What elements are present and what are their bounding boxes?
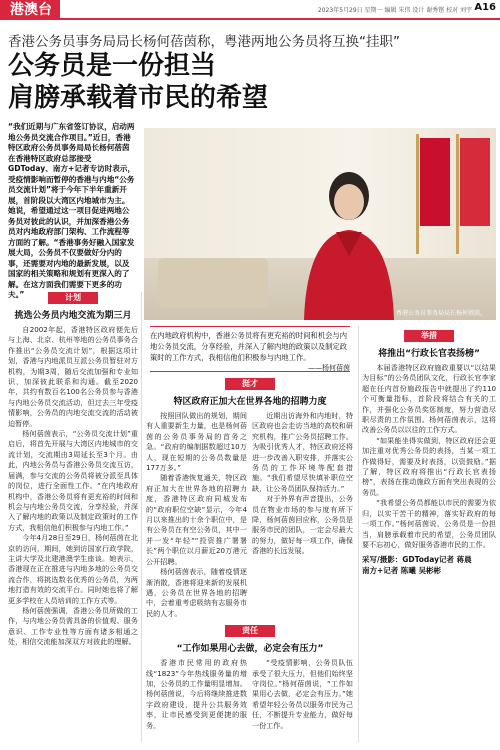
body-paragraph: 近期出访海外和内地时，特区政府也会走访当地的高校和研究机构，推广公务员招聘工作。为吸引优秀人才，特区政府还将进一步改善入职安排，并落实公务员的工作环境等配套措施。“我们希望尽快填补职位空缺，让公务员团队保持活力。”: [252, 411, 353, 493]
body-paragraph: 对于外界有声音提出，公务员在物业市场的参与度有所下降，杨何蓓茵回应称，公务员是服务市民的团队，一定会尽最大的努力，做好每一项工作，确保香港的长远发展。: [252, 494, 353, 556]
section-banner-measures: 举措: [404, 330, 454, 342]
pull-quote-text: 在内地政府机构中，香港公务员将有更充裕的时间和机会与内地公务员交流，分享经验，并深入了解内地的政策以及制定政策时的工作方式，我相信他们积极参与内地工作。: [150, 331, 348, 362]
photo-sofa: [158, 258, 268, 308]
portrait-photo: [144, 128, 496, 320]
author-credit: 采写/摄影：GDToday记者 蒋晨 南方+记者 陈曦 吴彬彬: [362, 555, 472, 576]
subhead-measures: 将推出“行政长官表扬榜”: [378, 349, 480, 359]
pull-quote-signature: ——杨何蓓茵: [308, 364, 350, 372]
body-paragraph: “如果能坐得实做到，特区政府还会更加注重对优秀公务员的表扬，当某一项工作做得好，需要及时表扬，以资鼓励。”据了解，特区政府将推出“行政长官表扬榜”，表扬在推动施政方面有突出表现的公务员。: [362, 435, 496, 497]
body-paragraph: 杨何蓓茵表示，“公务员交流计划”重启后，将首先开展与大湾区内地城市的交流计划，交流期由3周延长至3个月。由此，内地公务员与香港公务员交流互访，届满，参与交流的公务员将被分派至具体的岗位，进行全面性工作。“在内地政府机构中，香港公务员将有更充裕的时间和机会与内地公务员交流，分享经验，并深入了解内地的政策以及制定政策时的工作方式，我相信他们积极参与内地工作。”: [8, 429, 138, 532]
headline-sub: 香港公务员事务局局长杨何蓓茵称，粤港两地公务员将互换“挂职”: [8, 34, 400, 50]
section-label: 港澳台: [0, 0, 60, 20]
page-number: A16: [474, 2, 496, 13]
body-paragraph: “受疫情影响，公务员队伍承受了很大压力，但他们始终坚守岗位。”杨何蓓茵说，“工作如果用心去做，必定会有压力。”她希望年轻公务员以服务市民为己任，不断提升专业能力，做好每一份工作。: [252, 658, 353, 730]
body-paragraph: 按照回队做出的规划，期间有人重要新生力量，也是杨何蓓茵的公务员事务局的首务之急。“政府的编制据数超过10万人，现在短期的公务员数量是177万多。”: [146, 411, 247, 473]
subhead-talent: 特区政府正加大在世界各地的招聘力度: [173, 397, 327, 407]
regional-flag-icon: [460, 138, 490, 226]
body-paragraph: 本届香港特区政府施政重要以“以结果为目标”的公务员团队文化，行政长官李家超在任内首份施政报告中就提出了约110个可衡量指标，首阶段将结合有关的工作，并强化公务员奖惩制度，努力营造尽职尽责的工作氛围。杨何蓓茵表示，这将改善公务员以以往的工作方式。: [362, 363, 496, 435]
column-talent: [146, 378, 354, 731]
column-plan: [8, 292, 138, 648]
section-banner-duty: 责任: [225, 625, 275, 637]
page-header: [0, 0, 500, 20]
column-divider: [358, 326, 359, 742]
column-divider: [141, 292, 142, 742]
body-paragraph: 自2002年起，香港特区政府便先后与上海、北京、杭州等地的公务员事务合作推出“公务员交流计划”，根据这项计划，香港与内地派员互派公务员暂驻对方机构，为期3周，随后交流加强和专业知识，加深彼此联系和沟通。截至2020年，共约有数百名100名公务员参与香港与内地公务员交流活动，但过去三年受疫情影响，公务员的内地交流交流的活动被迫暂停。: [8, 325, 138, 428]
body-paragraph: “我希望公务员都能以市民的需要为依归，以实干苦干的精神，落实好政府的每一项工作。”杨何蓓茵说，公务员是一份担当，肩膀承载着市民的希望，公务员团队要不忘初心，做好服务香港市民的工作。: [362, 498, 496, 549]
photo-caption: 香港公务员事务局局长杨何蓓茵。: [395, 310, 486, 317]
subhead-duty: “工作如果用心去做，必定会有压力”: [176, 644, 324, 655]
flag-pole: [416, 134, 419, 254]
body-paragraph: 今年4月28日至29日，杨何蓓茵在北京的访问，期间，她到访国家行政学院，主讲大学及北建港澳学生座谈。她表示，香港现在正在推进与内地多地的公务员交流合作，将挑选数名优秀的公务员，为两地打造有效的交流平台。同时她也将了解更多学校在人员培训的工作方式等。: [8, 533, 138, 605]
lead-paragraph: “我们近期与广东省签订协议，启动两地公务员交流合作项目。”近日，香港特区政府公务员事务局局长杨何蓓茵在香港特区政府总部接受GDToday、南方+记者专访时表示，受疫情影响而暂停的香港与内地“公务员交流计划”将于今年下半年重新开展，首阶段以大湾区内地城市为主。她说，希望通过这一项目促进两地公务员对彼此的认识，并加深香港公务员对内地政府部门架构、工作流程等方面的了解。“香港事务好融入国家发展大局，公务员不仅要做好分内的事，还需要对内地的最新发展，以及国家的相关策略和规划有更深入的了解。在这方面我们需要下更多的功夫。”: [8, 122, 136, 299]
section-banner-plan: 计划: [48, 292, 98, 304]
section-banner-talent: 挺才: [225, 378, 275, 390]
talent-text-columns: [146, 411, 354, 619]
body-paragraph: 随着香港恢复通关，特区政府正加大在世界各地的招聘力度，香港特区政府同城发布的“政府职位空缺”显示，今年4月以来推出的十余个职位中，是有公务员在有空公务员，其中一并一发“年轻”“投资推广署署长”两个职位以月薪近20万港元公开招聘。: [146, 473, 247, 566]
body-paragraph: 杨何蓓茵表示，随着疫情逐渐消散，香港将迎来新的发展机遇，公务员在世界各地的招聘中，会着重考虑吸纳有志服务市民的人才。: [146, 567, 247, 618]
national-flag-icon: [420, 138, 450, 226]
column-measures: [362, 330, 496, 576]
person-figure: [294, 158, 404, 320]
flag-pole-2: [456, 134, 459, 254]
subhead-plan: 挑选公务员内地交流为期三月: [14, 311, 132, 321]
pull-quote: [150, 326, 350, 372]
body-paragraph: 杨何蓓茵强调，香港公务员所做的工作，与内地公务员需具备的价值观、服务意识、工作专业性等方面有诸多相通之处，相信交流能加深双方对彼此的理解。: [8, 605, 138, 647]
duty-text-columns: [146, 658, 354, 731]
headline-main: 公务员是一份担当 肩膀承载着市民的希望: [8, 51, 269, 113]
issue-line: 2023年5月29日 星期一 编辑 朱伟 设计 谢秀铿 校对 刘宇: [317, 7, 472, 14]
body-paragraph: 香港市民常用的政府热线“1823”今年热线服务量的增加，公务员的工作量明显增加。杨何蓓茵说，今后将继续推进数字政府建设，提升公共服务效率，让市民感受到更便捷的服务。: [146, 658, 247, 730]
